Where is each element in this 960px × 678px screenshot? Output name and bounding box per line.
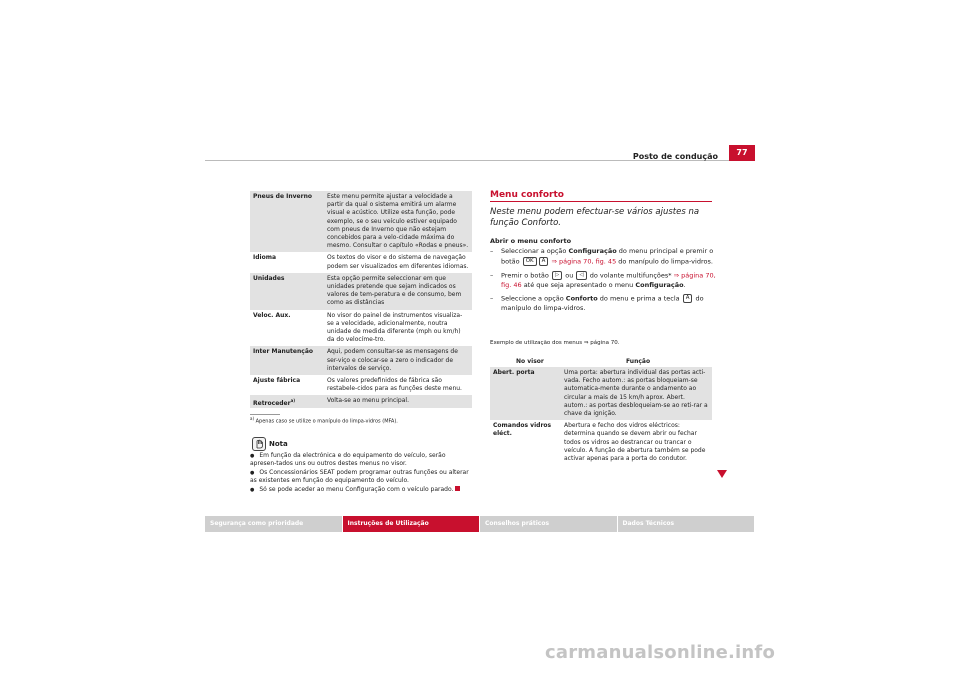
section-intro: Neste menu podem efectuar-se vários ajustes na função Conforto. [490,207,700,228]
settings-table [250,191,472,408]
table-row [250,310,472,347]
table-row [250,273,472,310]
a-key-icon: A [539,257,549,266]
row-label: Comandos vidros eléct. [493,422,552,438]
section-heading: Menu conforto [490,190,564,200]
note-bullet: ● Só se pode aceder ao menu Configuração com o veículo parado. [250,486,472,494]
row-label: Veloc. Aux. [253,311,291,319]
row-text: Uma porta: abertura individual das portas acti-vada. Fecho autom.: as portas bloqueiam-se automatica-mente durante o andamento ao circular a mais de 15 km/h aprox. Abert. autom.: as portas desbloqueiam-se ao reti-rar a chave da ignição. [564,369,708,418]
ok-key-icon: OK [523,257,537,266]
table-row [490,420,712,465]
footnote-marker: a) [250,416,255,421]
row-text: Os textos do visor e do sistema de navegação podem ser visualizados em diferentes idiomas. [327,254,469,270]
footnote-text: Apenas caso se utilize o manípulo do limpa-vidros (MFA). [255,418,398,425]
column-header: No visor [516,358,544,365]
page-header-title: Posto de condução [632,152,718,161]
note-body [250,452,472,494]
row-label: Unidades [253,274,285,282]
page-reference-link[interactable]: ⇒ página 70, fig. 46 [501,271,716,289]
row-text: Abertura e fecho dos vidros eléctricos: determina quando se devem abrir ou fechar todos os vidros ao destrancar ou trancar o veículo. A função de abertura também se pode activar apenas para a porta do condutor. [564,422,706,463]
row-label: Abert. porta [493,369,535,376]
steps-list [490,247,718,318]
note-bullet: ● Os Concessionários SEAT podem programar outras funções ou alterar as existentes em função do equipamento do veículo. [250,468,469,485]
page-number: 77 [729,145,755,161]
a-key-icon: A [683,294,693,303]
note-bullet: ● Em função da electrónica e do equipamento do veículo, serão apresen-tados uns ou outros destes menus no visor. [250,452,446,468]
column-header: Função [626,358,651,365]
page-reference-link[interactable]: ⇒ página 70, fig. 45 [549,257,617,266]
row-label-text: Retroceder [253,400,291,408]
row-label [253,397,295,408]
row-label: Idioma [253,254,277,262]
step-item: – Premir o botão ▷ ou ◁ do volante multifunções* ⇒ página 70, fig. 46 até que seja apresentado o menu Configuração. [490,270,716,289]
note-hand-icon [252,437,266,451]
bullet-icon: ● [250,469,255,476]
step-item: – Seleccionar a opção Configuração do menu principal e premir o botão OK A ⇒ página 70, fig. 45 do manípulo do limpa-vidros. [490,247,714,266]
step-item: – Seleccione a opção Conforto do menu e prima a tecla A do manípulo do limpa-vidros. [490,294,704,313]
nav-tab-seguranca[interactable]: Segurança como prioridade [205,516,342,532]
example-caption: Exemplo de utilização dos menus ⇒ página 70. [490,340,620,346]
continue-arrow-icon [717,470,727,478]
table-row [250,375,472,395]
row-text: Esta opção permite seleccionar em que unidades pretende que sejam indicados os valores de tem-peratura e de consumo, bem como as distâncias [327,274,462,307]
row-text: Este menu permite ajustar a velocidade a partir da qual o sistema emitirá um alarme visual e acústico. Utilize esta função, pode exemplo, se o seu veículo estiver equipado com pneus de Inverno que não estejam concebidos para a velo-cidade máxima do mesmo. Consultar o capítulo «Rodas e pneus». [327,193,469,250]
table-header [490,355,712,367]
row-label: Ajuste fábrica [253,377,301,385]
left-arrow-key-icon: ◁ [576,271,586,280]
nav-tab-dados[interactable]: Dados Técnicos [618,516,755,532]
bullet-icon: ● [250,453,255,459]
note-title: Nota [269,440,288,448]
nav-tab-instrucoes[interactable]: Instruções de Utilização [343,516,480,532]
table-row [490,367,712,420]
row-label: Pneus de Inverno [253,193,312,200]
footnote-rule [250,414,280,415]
chapter-nav [205,516,755,532]
bullet-icon: ● [250,486,255,493]
row-text: No visor do painel de instrumentos visualiza-se a velocidade, adicionalmente, noutra unidade de medida diferente (mph ou km/h) da do velocíme-tro. [327,311,463,344]
row-text: Os valores predefinidos de fábrica são restabele-cidos para as funções deste menu. [327,377,462,393]
heading-rule [490,201,712,202]
footnote [250,416,398,425]
watermark: carmanualsonline.info [545,642,776,663]
table-row [250,346,472,375]
nav-tab-conselhos[interactable]: Conselhos práticos [480,516,617,532]
row-label: Inter Manutenção [253,348,313,356]
footnote-ref: a) [290,398,296,404]
table-row [250,395,472,407]
row-text: Volta-se ao menu principal. [327,397,409,405]
comfort-table [490,355,712,465]
table-row [250,252,472,272]
table-row [250,191,472,252]
section-end-icon [455,486,460,491]
right-arrow-key-icon: ▷ [552,271,562,280]
subheading: Abrir o menu conforto [490,237,572,245]
row-text: Aqui, podem consultar-se as mensagens de ser-viço e colocar-se a zero o indicador de intervalos de serviço. [327,348,458,372]
